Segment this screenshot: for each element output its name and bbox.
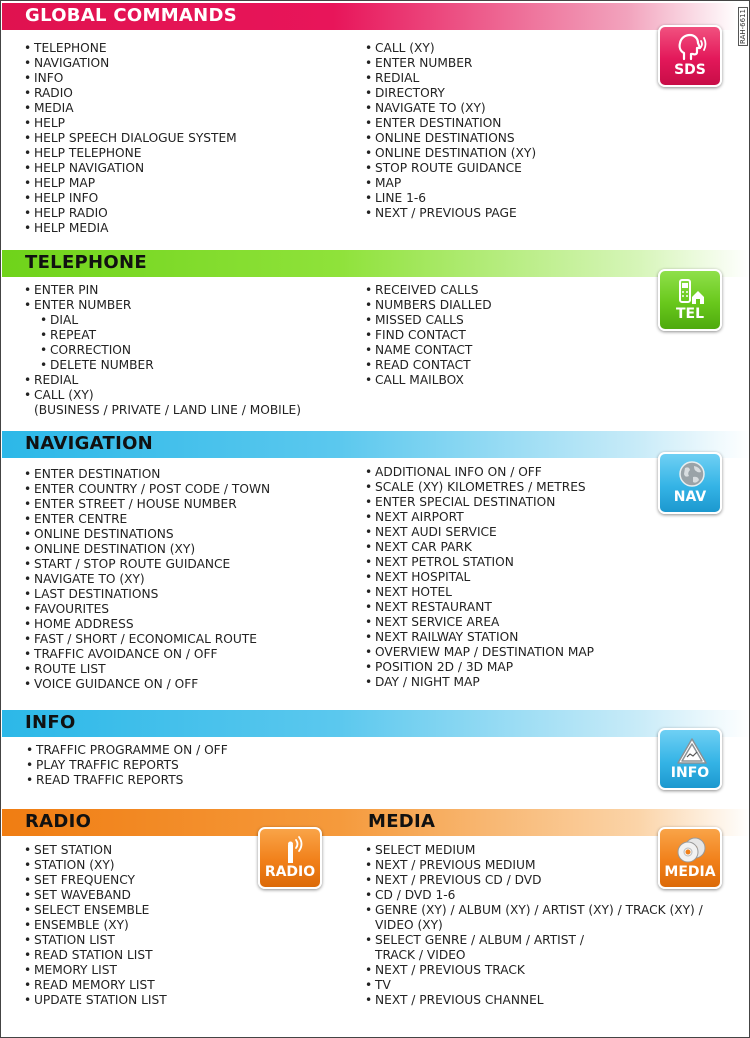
- command-item: • HELP RADIO: [24, 206, 237, 221]
- command-item: • FIND CONTACT: [365, 328, 492, 343]
- reference-code: RAH-6611: [739, 9, 747, 44]
- info-badge: [658, 728, 722, 790]
- command-item: • DELETE NUMBER: [24, 358, 301, 373]
- command-item: • NEXT AUDI SERVICE: [365, 525, 594, 540]
- command-item: VIDEO (XY): [375, 918, 443, 932]
- command-item: • READ STATION LIST: [24, 948, 167, 963]
- command-item: • NEXT RAILWAY STATION: [365, 630, 594, 645]
- command-item: • READ CONTACT: [365, 358, 492, 373]
- command-item: • NEXT / PREVIOUS CD / DVD: [365, 873, 703, 888]
- global-commands-list-left: [24, 41, 237, 236]
- tel-badge: [658, 269, 722, 331]
- command-item: • VOICE GUIDANCE ON / OFF: [24, 677, 270, 692]
- command-item: • NEXT CAR PARK: [365, 540, 594, 555]
- command-item: (BUSINESS / PRIVATE / LAND LINE / MOBILE): [34, 403, 302, 417]
- tel-badge-label: TEL: [675, 306, 705, 322]
- command-item: • DIAL: [24, 313, 301, 328]
- telephone-title: TELEPHONE: [25, 252, 147, 273]
- command-item: • HELP MEDIA: [24, 221, 237, 236]
- nav-badge: [658, 452, 722, 514]
- command-item: • HELP NAVIGATION: [24, 161, 237, 176]
- command-item: • FAVOURITES: [24, 602, 270, 617]
- command-item: • READ TRAFFIC REPORTS: [26, 773, 228, 788]
- command-item: • NEXT / PREVIOUS PAGE: [365, 206, 536, 221]
- sds-badge-label: SDS: [674, 62, 706, 78]
- command-item: • NEXT PETROL STATION: [365, 555, 594, 570]
- command-item: • TRAFFIC AVOIDANCE ON / OFF: [24, 647, 270, 662]
- nav-badge-label: NAV: [673, 489, 707, 505]
- command-item: • ENTER DESTINATION: [365, 116, 536, 131]
- command-item: • SET FREQUENCY: [24, 873, 167, 888]
- command-item: • NEXT HOTEL: [365, 585, 594, 600]
- command-item: • ENTER PIN: [24, 283, 301, 298]
- command-item: • ONLINE DESTINATION (XY): [365, 146, 536, 161]
- command-item: • ENTER NUMBER: [365, 56, 536, 71]
- telephone-list-right: [365, 283, 492, 388]
- command-item: • SET STATION: [24, 843, 167, 858]
- global-commands-header: [2, 3, 738, 30]
- command-item: • ONLINE DESTINATIONS: [365, 131, 536, 146]
- command-item: • GENRE (XY) / ALBUM (XY) / ARTIST (XY) / TRACK (XY) /: [365, 903, 703, 918]
- command-item: • PLAY TRAFFIC REPORTS: [26, 758, 228, 773]
- command-item: • NEXT / PREVIOUS TRACK: [365, 963, 703, 978]
- command-item: • NAVIGATE TO (XY): [365, 101, 536, 116]
- radio-list: [24, 843, 167, 1008]
- command-item: • SELECT MEDIUM: [365, 843, 703, 858]
- info-list: [26, 743, 228, 788]
- navigation-list-right: [365, 465, 594, 690]
- media-title: MEDIA: [368, 811, 436, 832]
- telephone-header: [2, 250, 750, 277]
- command-item: • INFO: [24, 71, 237, 86]
- command-item: • FAST / SHORT / ECONOMICAL ROUTE: [24, 632, 270, 647]
- command-item: • HOME ADDRESS: [24, 617, 270, 632]
- command-item: • ONLINE DESTINATION (XY): [24, 542, 270, 557]
- command-item: • REDIAL: [365, 71, 536, 86]
- command-item: • DAY / NIGHT MAP: [365, 675, 594, 690]
- radio-title: RADIO: [25, 811, 92, 832]
- command-item: • NEXT RESTAURANT: [365, 600, 594, 615]
- command-item: • CALL MAILBOX: [365, 373, 492, 388]
- phone-home-icon: [676, 277, 708, 307]
- navigation-header: [2, 431, 750, 458]
- command-item: • MISSED CALLS: [365, 313, 492, 328]
- media-badge: [658, 827, 722, 889]
- command-item: • ROUTE LIST: [24, 662, 270, 677]
- command-item: • RECEIVED CALLS: [365, 283, 492, 298]
- radio-antenna-icon: [276, 835, 308, 865]
- info-title: INFO: [25, 712, 76, 733]
- command-item: • ENTER NUMBER: [24, 298, 301, 313]
- command-item: • ENTER DESTINATION: [24, 467, 270, 482]
- command-item: • READ MEMORY LIST: [24, 978, 167, 993]
- command-item: • TV: [365, 978, 703, 993]
- command-item: TRACK / VIDEO: [375, 948, 466, 962]
- global-commands-list-right: [365, 41, 536, 221]
- command-item: • STATION (XY): [24, 858, 167, 873]
- command-item: • TRAFFIC PROGRAMME ON / OFF: [26, 743, 228, 758]
- speaking-head-icon: [676, 33, 708, 63]
- command-item: • ENSEMBLE (XY): [24, 918, 167, 933]
- command-item: • RADIO: [24, 86, 237, 101]
- radio-badge-label: RADIO: [264, 864, 316, 880]
- media-badge-label: MEDIA: [664, 864, 716, 880]
- sds-badge: [658, 25, 722, 87]
- radio-badge: [258, 827, 322, 889]
- command-item: • SET WAVEBAND: [24, 888, 167, 903]
- discs-icon: [676, 835, 708, 865]
- command-item: • REDIAL: [24, 373, 301, 388]
- command-item: • NAVIGATION: [24, 56, 237, 71]
- command-item: • CD / DVD 1-6: [365, 888, 703, 903]
- command-item: • SELECT GENRE / ALBUM / ARTIST /: [365, 933, 703, 948]
- command-item: • ENTER CENTRE: [24, 512, 270, 527]
- command-item: • ENTER STREET / HOUSE NUMBER: [24, 497, 270, 512]
- command-item: • NUMBERS DIALLED: [365, 298, 492, 313]
- command-item: • NEXT SERVICE AREA: [365, 615, 594, 630]
- command-item: • MEMORY LIST: [24, 963, 167, 978]
- command-item: • CORRECTION: [24, 343, 301, 358]
- navigation-title: NAVIGATION: [25, 433, 154, 454]
- command-item: • NEXT AIRPORT: [365, 510, 594, 525]
- command-item: • OVERVIEW MAP / DESTINATION MAP: [365, 645, 594, 660]
- command-item: • MEDIA: [24, 101, 237, 116]
- command-item: • HELP MAP: [24, 176, 237, 191]
- global-commands-title: GLOBAL COMMANDS: [25, 5, 238, 26]
- command-item: • HELP TELEPHONE: [24, 146, 237, 161]
- command-item: • MAP: [365, 176, 536, 191]
- command-item: • HELP: [24, 116, 237, 131]
- command-item: • HELP SPEECH DIALOGUE SYSTEM: [24, 131, 237, 146]
- command-item: • REPEAT: [24, 328, 301, 343]
- media-list: [365, 843, 703, 1008]
- radio-media-header: [2, 809, 750, 836]
- command-item: • NEXT / PREVIOUS CHANNEL: [365, 993, 703, 1008]
- command-item: • NAVIGATE TO (XY): [24, 572, 270, 587]
- command-item: • STATION LIST: [24, 933, 167, 948]
- command-item: • ENTER SPECIAL DESTINATION: [365, 495, 594, 510]
- command-item: • ONLINE DESTINATIONS: [24, 527, 270, 542]
- command-item: • SCALE (XY) KILOMETRES / METRES: [365, 480, 594, 495]
- command-item: • NEXT / PREVIOUS MEDIUM: [365, 858, 703, 873]
- command-item: • NEXT HOSPITAL: [365, 570, 594, 585]
- command-item: • START / STOP ROUTE GUIDANCE: [24, 557, 270, 572]
- command-item: • NAME CONTACT: [365, 343, 492, 358]
- globe-icon: [676, 460, 708, 490]
- info-header: [2, 710, 750, 737]
- command-item: • SELECT ENSEMBLE: [24, 903, 167, 918]
- command-item: • TELEPHONE: [24, 41, 237, 56]
- command-item: • DIRECTORY: [365, 86, 536, 101]
- command-item: • ADDITIONAL INFO ON / OFF: [365, 465, 594, 480]
- command-item: • ENTER COUNTRY / POST CODE / TOWN: [24, 482, 270, 497]
- command-item: • POSITION 2D / 3D MAP: [365, 660, 594, 675]
- command-item: • HELP INFO: [24, 191, 237, 206]
- command-item: • CALL (XY): [24, 388, 301, 403]
- info-badge-label: INFO: [670, 765, 710, 781]
- telephone-list-left: [24, 283, 301, 418]
- command-item: • UPDATE STATION LIST: [24, 993, 167, 1008]
- command-item: • STOP ROUTE GUIDANCE: [365, 161, 536, 176]
- traffic-warning-icon: [676, 736, 708, 766]
- command-item: • LINE 1-6: [365, 191, 536, 206]
- command-item: • LAST DESTINATIONS: [24, 587, 270, 602]
- command-item: • CALL (XY): [365, 41, 536, 56]
- navigation-list-left: [24, 467, 270, 692]
